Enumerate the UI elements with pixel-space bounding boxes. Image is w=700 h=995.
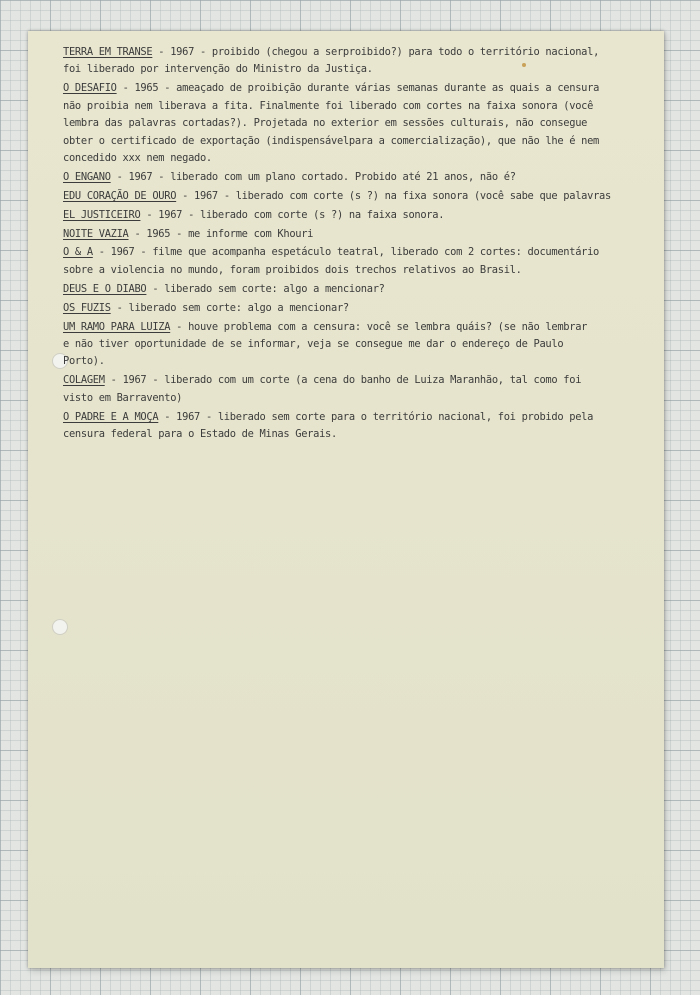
film-title: O ENGANO — [63, 170, 111, 183]
entry-text: - 1967 - liberado sem corte para o território nacional, foi probido pela — [158, 410, 594, 423]
film-title: O & A — [63, 246, 93, 259]
entry-o-engano — [63, 169, 635, 186]
entry-um-ramo-para-luiza — [63, 319, 635, 371]
entry-text: sobre a violencia no mundo, foram proibidos dois trechos relativos ao Brasil. — [63, 263, 522, 276]
film-title: EL JUSTICEIRO — [63, 208, 141, 221]
entry-text: - liberado sem corte: algo a mencionar? — [146, 282, 385, 295]
entry-colagem — [63, 372, 635, 407]
entry-o-e-a — [63, 244, 635, 279]
entry-text: - 1965 - me informe com Khouri — [128, 227, 314, 240]
entry-os-fuzis — [63, 300, 635, 317]
film-title: O PADRE E A MOÇA — [63, 410, 159, 423]
film-title: TERRA EM TRANSE — [63, 46, 153, 58]
punch-hole — [52, 619, 68, 635]
entry-text: foi liberado por intervenção do Ministro da Justiça. — [63, 63, 373, 76]
entry-terra-em-transe — [63, 44, 635, 79]
entry-text: não proibia nem liberava a fita. Finalmente foi liberado com cortes na faixa sonora (você — [63, 99, 594, 112]
entry-text: - 1965 - ameaçado de proibição durante várias semanas durante as quais a censura — [116, 82, 600, 95]
entry-o-padre-e-a-moca — [63, 409, 635, 444]
entry-text: visto em Barravento) — [63, 391, 183, 404]
entry-el-justiceiro — [63, 207, 635, 224]
entry-text: - 1967 - liberado com um plano cortado. Probido até 21 anos, não é? — [110, 170, 516, 183]
entry-o-desafio — [63, 80, 635, 167]
entry-text: - 1967 - liberado com corte (s ?) na faixa sonora. — [140, 208, 445, 221]
entry-edu-coracao-de-ouro — [63, 188, 635, 205]
entry-text: lembra das palavras cortadas?). Projetada no exterior em sessões culturais, não consegue — [63, 117, 588, 130]
film-title: O DESAFIO — [63, 82, 117, 95]
entry-noite-vazia — [63, 226, 635, 243]
entry-deus-e-o-diabo — [63, 281, 635, 298]
document-body — [63, 44, 635, 445]
entry-text: - liberado sem corte: algo a mencionar? — [110, 301, 349, 314]
entry-text: - 1967 - liberado com corte (s ?) na fixa sonora (você sabe que palavras — [176, 189, 611, 202]
entry-text: censura federal para o Estado de Minas Gerais. — [63, 428, 337, 441]
entry-text: e não tiver oportunidade de se informar, veja se consegue me dar o endereço de Paulo — [63, 338, 564, 350]
film-title: OS FUZIS — [63, 301, 111, 314]
entry-text: - 1967 - filme que acompanha espetáculo teatral, liberado com 2 cortes: documentário — [92, 246, 600, 259]
entry-text: concedido xxx nem negado. — [63, 151, 212, 164]
entry-text: - houve problema com a censura: você se lembra quáis? (se não lembrar — [170, 320, 588, 333]
film-title: UM RAMO PARA LUIZA — [63, 320, 171, 333]
entry-text: - 1967 - proibido (chegou a serproibido?) para todo o território nacional, — [152, 46, 600, 58]
film-title: COLAGEM — [63, 374, 105, 387]
entry-text: Porto). — [63, 355, 105, 368]
film-title: EDU CORAÇÃO DE OURO — [63, 189, 177, 202]
film-title: NOITE VAZIA — [63, 227, 129, 240]
film-title: DEUS E O DIABO — [63, 282, 147, 295]
entry-text: - 1967 - liberado com um corte (a cena do banho de Luiza Maranhão, tal como foi — [104, 374, 582, 387]
entry-text: obter o certificado de exportação (indispensávelpara a comercialização), que não lhe é nem — [63, 134, 600, 147]
